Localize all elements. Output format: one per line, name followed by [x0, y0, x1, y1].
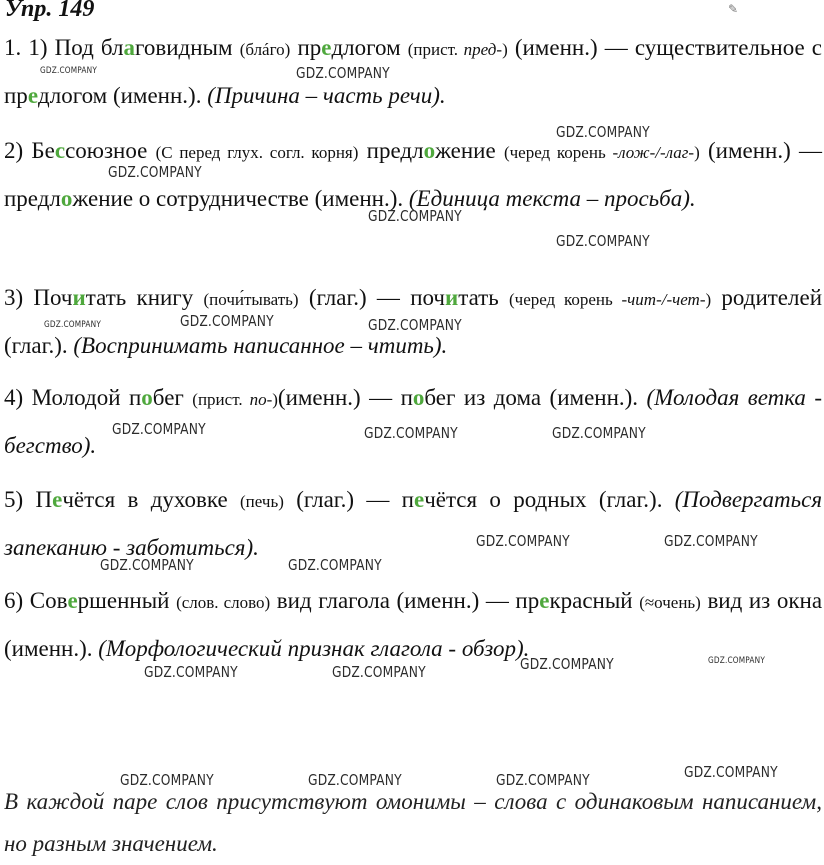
- watermark: GDZ.COMPANY: [120, 771, 214, 789]
- watermark: GDZ.COMPANY: [496, 771, 590, 789]
- watermark: GDZ.COMPANY: [332, 663, 426, 681]
- item-1: 1. 1) Под благовидным (блáго) предлогом (прист. пред-) (именн.) — существительное с предлогом (именн.). (Причина – часть речи).: [4, 35, 822, 108]
- watermark: GDZ.COMPANY: [368, 316, 462, 334]
- watermark: GDZ.COMPANY: [476, 532, 570, 550]
- watermark: GDZ.COMPANY: [288, 556, 382, 574]
- item-6: 6) Совершенный (слов. слово) вид глагола (именн.) — прекрасный (≈очень) вид из окна (именн.). (Морфологический признак глагола - обзор).: [4, 588, 823, 661]
- meaning: (Морфологический признак глагола - обзор).: [98, 636, 530, 661]
- watermark: GDZ.COMPANY: [556, 123, 650, 141]
- watermark: GDZ.COMPANY: [296, 64, 390, 82]
- watermark: GDZ.COMPANY: [664, 532, 758, 550]
- item-5: 5) Печётся в духовке (печь) (глаг.) — печётся о родных (глаг.). (Подвергаться запеканию - заботиться).: [4, 487, 823, 560]
- watermark: GDZ.COMPANY: [108, 163, 202, 181]
- item-3: 3) Почитать книгу (почи́тывать) (глаг.) — почитать (черед корень -чит-/-чет-) родителей (глаг.). (Воспринимать написанное – чтить).: [4, 285, 823, 358]
- item-2: 2) Бессоюзное (С перед глух. согл. корня) предложение (черед корень -лож-/-лаг-) (именн.) — предложение о сотрудничестве (именн.). (Единица текста – просьба).: [4, 138, 823, 211]
- exercise-title: Упр. 149: [5, 0, 95, 22]
- watermark: GDZ.COMPANY: [556, 232, 650, 250]
- meaning: (Единица текста – просьба).: [408, 186, 696, 211]
- item-4: 4) Молодой побег (прист. по-)(именн.) — побег из дома (именн.). (Молодая ветка - бегство).: [4, 385, 823, 458]
- watermark: GDZ.COMPANY: [112, 420, 206, 438]
- watermark: GDZ.COMPANY: [552, 424, 646, 442]
- pencil-mark-icon: ✎: [727, 2, 738, 16]
- watermark: GDZ.COMPANY: [364, 424, 458, 442]
- watermark: GDZ.COMPANY: [144, 663, 238, 681]
- conclusion-text: В каждой паре слов присутствуют омонимы – слова с одинаковым написанием, но разным значением.: [4, 789, 822, 856]
- watermark: GDZ.COMPANY: [40, 66, 98, 76]
- watermark: GDZ.COMPANY: [708, 656, 766, 666]
- watermark: GDZ.COMPANY: [368, 207, 462, 225]
- watermark: GDZ.COMPANY: [44, 320, 102, 330]
- watermark: GDZ.COMPANY: [100, 556, 194, 574]
- watermark: GDZ.COMPANY: [180, 312, 274, 330]
- meaning: (Молодая ветка - бегство).: [4, 385, 823, 458]
- meaning: (Воспринимать написанное – чтить).: [73, 333, 448, 358]
- word-blagovidnym: благовидным: [100, 35, 233, 60]
- meaning: (Причина – часть речи).: [207, 83, 446, 108]
- meaning: (Подвергаться запеканию - заботиться).: [4, 487, 823, 560]
- word-predlogom: предлогом: [297, 35, 401, 60]
- watermark: GDZ.COMPANY: [308, 771, 402, 789]
- watermark: GDZ.COMPANY: [684, 763, 778, 781]
- watermark: GDZ.COMPANY: [520, 655, 614, 673]
